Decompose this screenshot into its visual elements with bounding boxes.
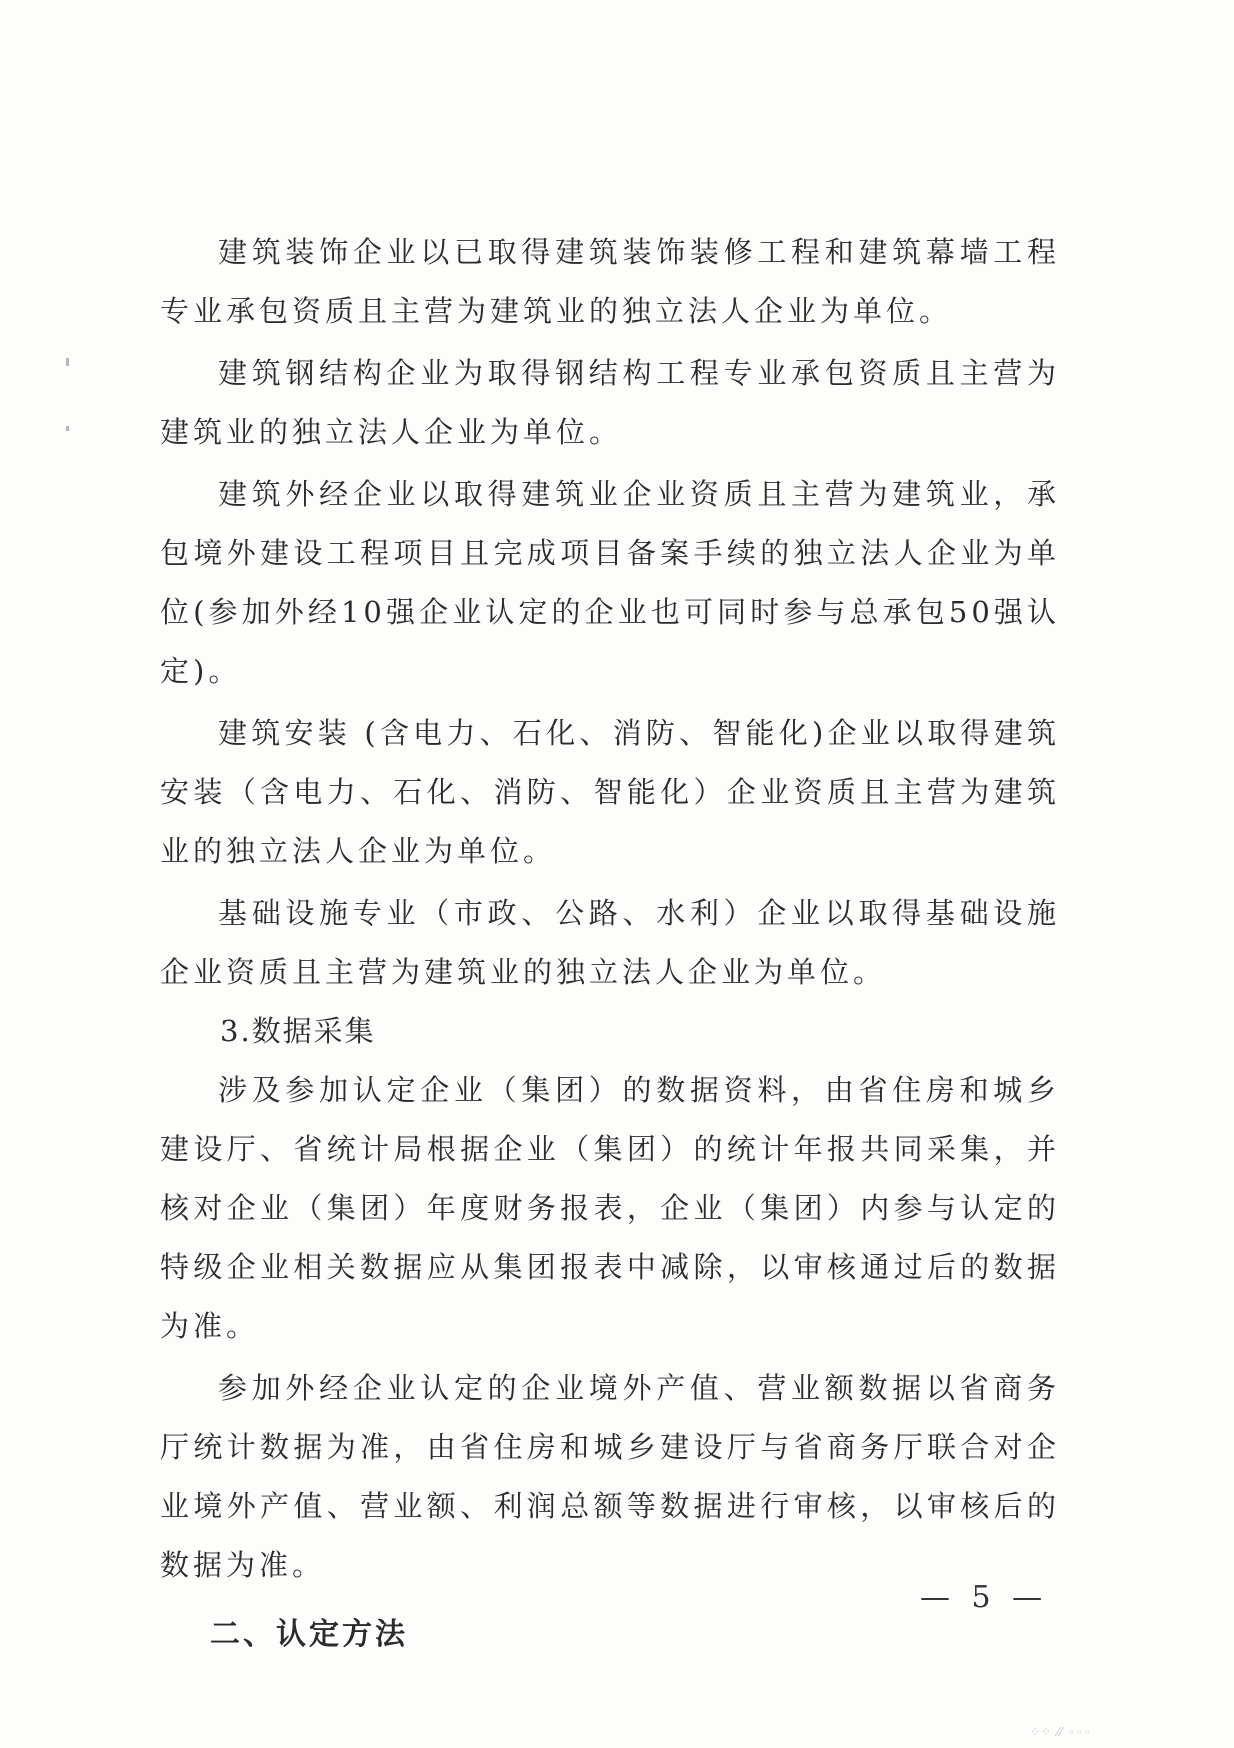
paragraph-infrastructure-enterprise: 基础设施专业（市政、公路、水利）企业以取得基础设施企业资质且主营为建筑业的独立法人企业为单位。 (160, 896, 1060, 989)
paragraph-decoration-enterprise: 建筑装饰企业以已取得建筑装饰装修工程和建筑幕墙工程专业承包资质且主营为建筑业的独立法人企业为单位。 (160, 235, 1060, 328)
paragraph-installation-enterprise: 建筑安装 (含电力、石化、消防、智能化)企业以取得建筑安装（含电力、石化、消防、智能化）企业资质且主营为建筑业的独立法人企业为单位。 (160, 716, 1060, 868)
scan-speck (66, 358, 69, 366)
subheading-data-collection: 3.数据采集 (220, 1014, 376, 1048)
document-body (160, 223, 1060, 1664)
section-heading-method: 二、认定方法 (210, 1617, 408, 1652)
paragraph-overseas-enterprise: 建筑外经企业以取得建筑业企业资质且主营为建筑业，承包境外建设工程项目且完成项目备案手续的独立法人企业为单位(参加外经10强企业认定的企业也可同时参与总承包50强认定)。 (160, 477, 1060, 688)
paragraph-steel-structure-enterprise: 建筑钢结构企业为取得钢结构工程专业承包资质且主营为建筑业的独立法人企业为单位。 (160, 356, 1060, 449)
scan-watermark-smudge: ⁘⁘ ⁄⁄ ◦◦◦ (1030, 1725, 1092, 1739)
scan-speck (66, 426, 69, 431)
paragraph-overseas-data: 参加外经企业认定的企业境外产值、营业额数据以省商务厅统计数据为准，由省住房和城乡建设厅与省商务厅联合对企业境外产值、营业额、利润总额等数据进行审核，以审核后的数据为准。 (160, 1371, 1060, 1582)
paragraph-data-sources: 涉及参加认定企业（集团）的数据资料，由省住房和城乡建设厅、省统计局根据企业（集团）的统计年报共同采集，并核对企业（集团）年度财务报表，企业（集团）内参与认定的特级企业相关数据应从集团报表中减除，以审核通过后的数据为准。 (160, 1073, 1060, 1343)
page-number: — 5 — (920, 1580, 1049, 1615)
